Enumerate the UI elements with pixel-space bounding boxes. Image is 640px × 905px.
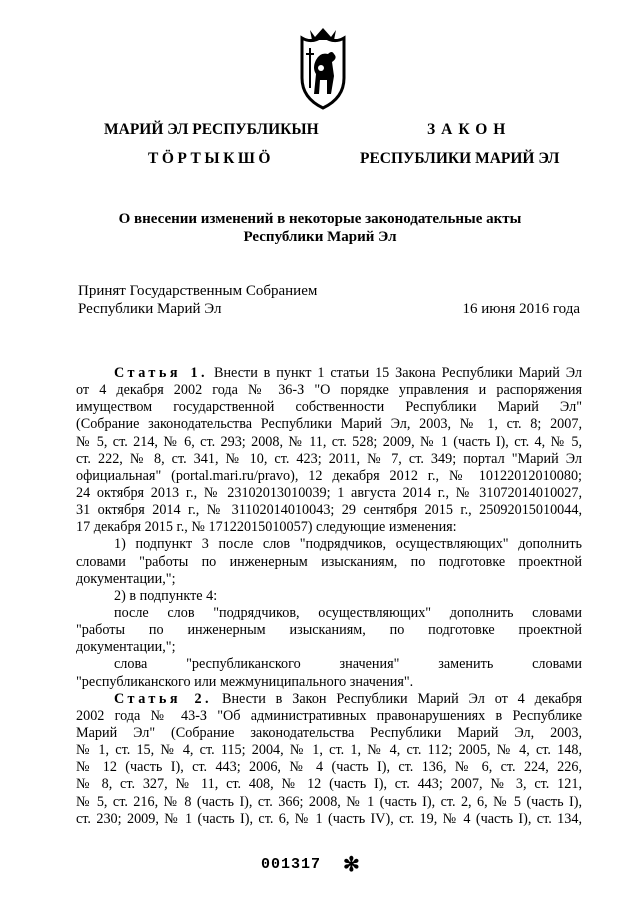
header-right-line1: ЗАКОН (427, 121, 512, 138)
adoption-block (78, 282, 580, 318)
text-line: 1) подпункт 3 после слов "подрядчиков, осуществляющих" дополнить (114, 536, 582, 553)
adopted-line2: Республики Марий Эл (78, 301, 222, 317)
header-right-line2: РЕСПУБЛИКИ МАРИЙ ЭЛ (360, 150, 560, 167)
law-title (60, 210, 580, 246)
text-line: словами "работы по инженерным изысканиям, по подготовке проектной (76, 553, 582, 570)
law-title-line2: Республики Марий Эл (243, 229, 397, 245)
text-line: Марий Эл" (Собрание законодательства Республики Марий Эл, 2003, (76, 724, 582, 741)
text-line: 31 октября 2014 г., № 31102014010043; 29 сентября 2015 г., 25092015010044, (76, 502, 582, 519)
article-2-label: Статья 2. (114, 690, 213, 707)
text-line: 17 декабря 2015 г., № 17122015010057) следующие изменения: (76, 519, 457, 536)
text-line: № 5, ст. 216, № 8 (часть I), ст. 366; 2008, № 1 (часть I), ст. 2, 6, № 5 (часть I), (76, 793, 582, 810)
text-line: № 1, ст. 15, № 4, ст. 115; 2004, № 1, ст. 1, № 4, ст. 112; 2005, № 4, ст. 148, (76, 742, 582, 759)
text-line: Статья 2. Внести в Закон Республики Марий Эл от 4 декабря (114, 690, 582, 707)
text-line: № 8, ст. 327, № 11, ст. 408, № 12 (часть I), ст. 443; 2007, № 3, ст. 121, (76, 776, 582, 793)
text-line: 2) в подпункте 4: (114, 587, 218, 604)
text-line: имуществом государственной собственности Республики Марий Эл" (76, 399, 582, 416)
text-line: ст. 222, № 8, ст. 341, № 10, ст. 423; 2011, № 7, ст. 349; портал "Марий Эл (76, 450, 582, 467)
asterisk-mark-icon: ✻ (343, 854, 360, 876)
adoption-date: 16 июня 2016 года (462, 301, 580, 317)
text-line: официальная" (portal.mari.ru/pravo), 12 декабря 2012 г., № 10122012010080; (76, 467, 582, 484)
text-line: ст. 230; 2009, № 1 (часть I), ст. 6, № 1 (часть IV), ст. 19, № 4 (часть I), ст. 134, (76, 810, 582, 827)
text-line: после слов "подрядчиков, осуществляющих" дополнить словами (114, 604, 582, 621)
text-line: от 4 декабря 2002 года № 36-З "О порядке управления и распоряжения (76, 382, 582, 399)
adopted-line1: Принят Государственным Собранием (78, 283, 318, 299)
law-title-line1: О внесении изменений в некоторые законодательные акты (118, 211, 522, 227)
text-line: слова "республиканского значения" заменить словами (114, 656, 582, 673)
law-body (76, 365, 582, 828)
coat-of-arms-emblem (298, 28, 348, 110)
text-line: "работы по инженерным изысканиям, по подготовке проектной (76, 622, 582, 639)
document-number: 001317 (261, 856, 322, 873)
text-line: Статья 1. Внести в пункт 1 статьи 15 Закона Республики Марий Эл (114, 365, 582, 381)
header-left-line2: ТӦРТЫКШӦ (148, 150, 274, 167)
text-line: 2002 года № 43-З "Об административных правонарушениях в Республике (76, 707, 582, 724)
text-line: 24 октября 2013 г., № 23102013010039; 1 августа 2014 г., № 31072014010027, (76, 484, 582, 501)
text-line: № 5, ст. 214, № 6, ст. 293; 2008, № 11, ст. 528; 2009, № 1 (часть I), ст. 4, № 5, (76, 433, 582, 450)
text-line: № 12 (часть I), ст. 443; 2006, № 4 (часть I), ст. 136, № 6, ст. 224, 226, (76, 759, 582, 776)
article-1-label: Статья 1. (114, 365, 209, 381)
text-line: документации,"; (76, 570, 176, 587)
text-line: (Собрание законодательства Республики Марий Эл, 2003, № 1, ст. 8; 2007, (76, 416, 582, 433)
text-line: документации,"; (76, 639, 176, 656)
header-left-line1: МАРИЙ ЭЛ РЕСПУБЛИКЫН (104, 121, 319, 138)
text-line: "республиканского или межмуниципального значения". (76, 673, 414, 690)
